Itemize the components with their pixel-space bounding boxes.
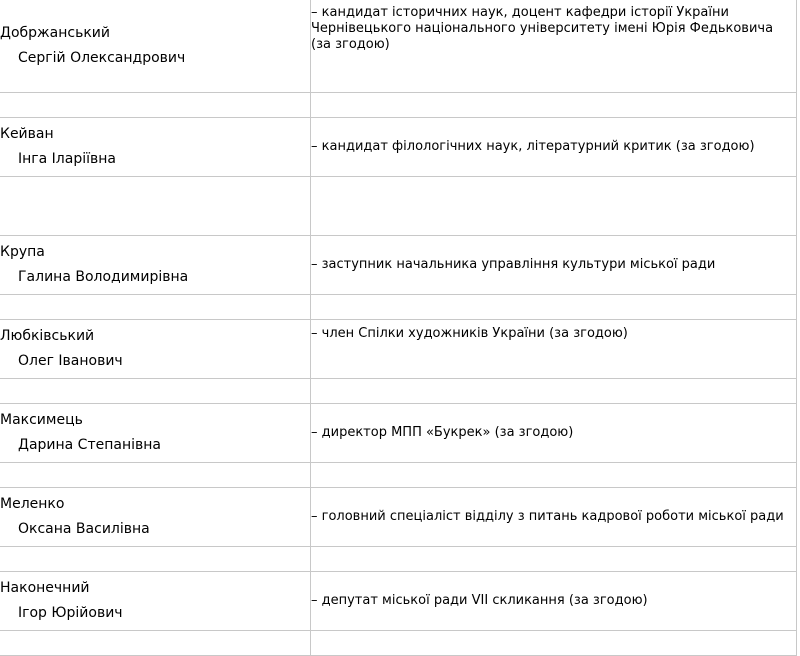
spacer-row (0, 177, 797, 236)
member-description: – кандидат філологічних наук, літературний критик (за згодою) (311, 118, 797, 177)
member-surname: Максимець (0, 412, 83, 428)
spacer-row (0, 631, 797, 656)
member-description: – член Спілки художників України (за згодою) (311, 320, 797, 379)
member-surname: Любківський (0, 328, 95, 344)
member-description: – депутат міської ради VII скликання (за згодою) (311, 572, 797, 631)
table-row (0, 320, 797, 379)
spacer-row (0, 295, 797, 320)
member-given-name: Дарина Степанівна (18, 437, 161, 453)
table-row (0, 236, 797, 295)
member-name-cell (0, 236, 311, 295)
spacer-row (0, 93, 797, 118)
member-given-name: Галина Володимирівна (18, 269, 189, 285)
member-name-cell (0, 320, 311, 379)
member-name-cell (0, 118, 311, 177)
member-given-name: Інга Іларіївна (18, 151, 116, 167)
member-given-name: Олег Іванович (18, 353, 123, 369)
table-row (0, 0, 797, 93)
spacer-row (0, 379, 797, 404)
member-name-cell (0, 572, 311, 631)
table-row (0, 488, 797, 547)
table-row (0, 118, 797, 177)
member-given-name: Оксана Василівна (18, 521, 150, 537)
member-given-name: Ігор Юрійович (18, 605, 123, 621)
member-name-cell (0, 0, 311, 93)
table-row (0, 404, 797, 463)
member-surname: Меленко (0, 496, 65, 512)
spacer-row (0, 547, 797, 572)
member-surname: Крупа (0, 244, 45, 260)
member-surname: Кейван (0, 126, 54, 142)
member-name-cell (0, 488, 311, 547)
table-row (0, 572, 797, 631)
member-name-cell (0, 404, 311, 463)
member-description: – кандидат історичних наук, доцент кафедри історії України Чернівецького національного університету імені Юрія Федьковича (за згодою) (311, 0, 797, 93)
member-given-name: Сергій Олександрович (18, 49, 186, 66)
spacer-row (0, 463, 797, 488)
member-description: – директор МПП «Букрек» (за згодою) (311, 404, 797, 463)
member-surname: Наконечний (0, 580, 90, 596)
member-surname: Добржанський (0, 24, 110, 41)
member-description: – головний спеціаліст відділу з питань кадрової роботи міської ради (311, 488, 797, 547)
member-description: – заступник начальника управління культури міської ради (311, 236, 797, 295)
